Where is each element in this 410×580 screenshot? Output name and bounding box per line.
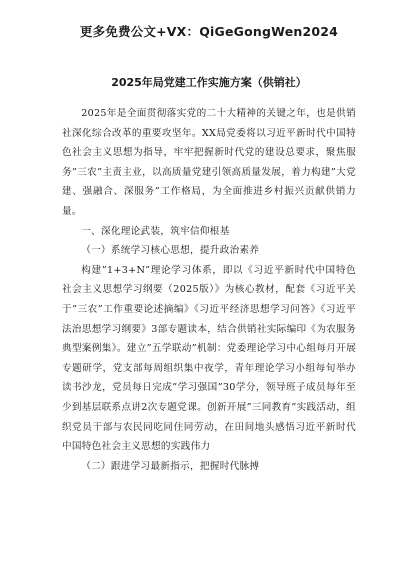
promo-banner: 更多免费公文+VX：QiGeGongWen2024	[79, 24, 339, 39]
section-heading-1: 一、深化理论武装，筑牢信仰根基	[81, 225, 230, 237]
intro-paragraph: 2025年是全面贯彻落实党的二十大精神的关键之年，也是供销社深化综合改革的重要攻坚年。XX局党委将以习近平新时代中国特色社会主义思想为指导，牢牢把握新时代党的建设总要求，聚焦服务”三农”主责主业，以高质量党建引领高质量发展，着力构建”大党建、强融合、深服务”工作格局，为全面推进乡村振兴贡献供销力量。	[62, 108, 356, 217]
subsection-heading-1: （一）系统学习核心思想，提升政治素养	[81, 245, 260, 257]
subsection-paragraph-1: 构建”1+3+N”理论学习体系，即以《习近平新时代中国特色社会主义思想学习纲要（2025版）》为核心教材，配套《习近平关于”三农”工作重要论述摘编》《习近平经济思想学习问答》《习近平法治思想学习纲要》3部专题读本，结合供销社实际编印《为农服务典型案例集》。建立”五学联动”机制：党委理论学习中心组每月开展专题研学，党支部每周组织集中夜学，青年理论学习小组每旬举办读书沙龙，党员每日完成”学习强国”30学分，领导班子成员每年至少到基层联系点讲2次专题党课。创新开展”三同教育”实践活动，组织党员干部与农民同吃同住同劳动，在田间地头感悟习近平新时代中国特色社会主义思想的实践伟力	[62, 264, 356, 453]
subsection-heading-2: （二）跟进学习最新指示，把握时代脉搏	[81, 460, 260, 472]
document-title: 2025年局党建工作实施方案（供销社）	[111, 76, 307, 89]
